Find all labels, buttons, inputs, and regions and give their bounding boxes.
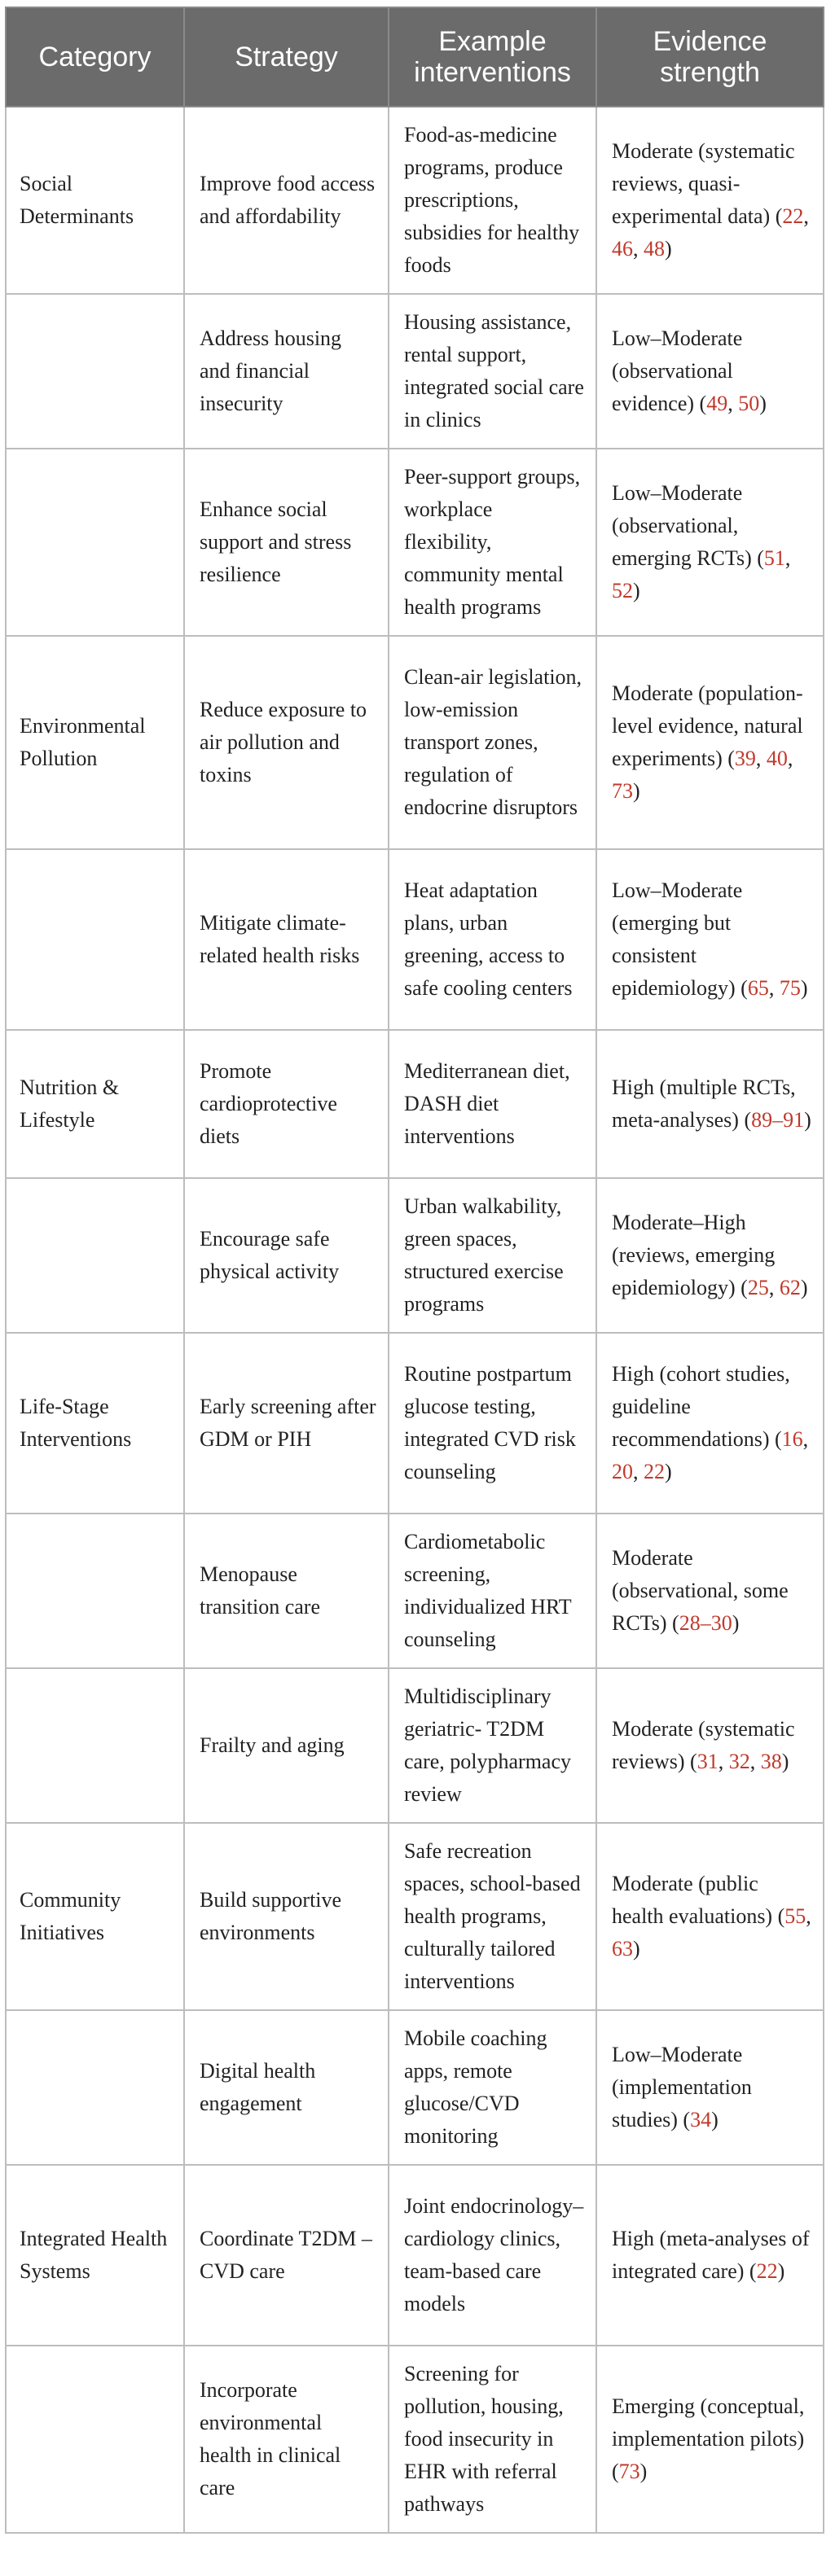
cell-category [6,294,184,449]
citation-link[interactable]: 52 [612,579,633,602]
citation-link[interactable]: 55 [784,1904,806,1928]
cell-category [6,2010,184,2165]
citation-link[interactable]: 73 [618,2460,640,2483]
citation-link[interactable]: 25 [747,1276,769,1299]
cell-interventions: Heat adaptation plans, urban greening, access to safe cooling centers [389,849,596,1030]
cell-category: Life-Stage Interventions [6,1333,184,1514]
table-row [6,1514,824,1668]
cell-evidence: Moderate (systematic reviews, quasi-experimental data) (22, 46, 48) [596,107,824,294]
cell-interventions: Joint endocrinology–cardiology clinics, team-based care models [389,2165,596,2346]
evidence-text: Low–Moderate (observational evidence) [612,326,743,415]
citation-link[interactable]: 63 [612,1937,633,1960]
evidence-text: Moderate (observational, some RCTs) [612,1546,789,1635]
citation-link[interactable]: 34 [690,2108,712,2131]
header-strategy: Strategy [184,7,389,107]
cell-strategy: Build supportive environments [184,1823,389,2010]
cell-strategy: Frailty and aging [184,1668,389,1823]
cell-strategy: Promote cardioprotective diets [184,1030,389,1178]
cell-category: Social Determinants [6,107,184,294]
table-row [6,1333,824,1514]
evidence-text: High (cohort studies, guideline recommendations) [612,1362,790,1451]
citation-link[interactable]: 50 [738,392,760,415]
cell-category: Environmental Pollution [6,636,184,849]
cell-evidence: High (multiple RCTs, meta-analyses) (89–91) [596,1030,824,1178]
cell-interventions: Routine postpartum glucose testing, integrated CVD risk counseling [389,1333,596,1514]
table-row [6,2165,824,2346]
cell-category [6,849,184,1030]
citation-link[interactable]: 31 [697,1750,719,1773]
citation-link[interactable]: 89–91 [751,1108,805,1132]
citation-link[interactable]: 49 [706,392,728,415]
cell-evidence: Emerging (conceptual, implementation pilots) (73) [596,2346,824,2533]
cell-category: Community Initiatives [6,1823,184,2010]
cell-evidence: High (meta-analyses of integrated care) (22) [596,2165,824,2346]
table-row [6,2346,824,2533]
cell-evidence: Moderate–High (reviews, emerging epidemiology) (25, 62) [596,1178,824,1333]
cell-evidence: Low–Moderate (implementation studies) (34) [596,2010,824,2165]
cell-strategy: Coordinate T2DM –CVD care [184,2165,389,2346]
table-row [6,1668,824,1823]
cell-interventions: Mobile coaching apps, remote glucose/CVD monitoring [389,2010,596,2165]
cell-category [6,1514,184,1668]
cell-evidence: Moderate (observational, some RCTs) (28–30) [596,1514,824,1668]
cell-category: Integrated Health Systems [6,2165,184,2346]
evidence-text: Moderate (public health evaluations) [612,1872,773,1928]
citation-link[interactable]: 38 [760,1750,782,1773]
citation-link[interactable]: 28–30 [679,1611,732,1635]
evidence-text: Moderate (systematic reviews) [612,1717,795,1773]
header-row [6,7,824,107]
table-row [6,107,824,294]
cell-interventions: Housing assistance, rental support, integrated social care in clinics [389,294,596,449]
evidence-text: Low–Moderate (observational, emerging RCTs) [612,481,752,570]
cell-interventions: Food-as-medicine programs, produce prescriptions, subsidies for healthy foods [389,107,596,294]
cell-interventions: Urban walkability, green spaces, structured exercise programs [389,1178,596,1333]
cell-evidence: Low–Moderate (observational, emerging RCTs) (51, 52) [596,449,824,636]
citation-link[interactable]: 39 [734,747,756,770]
citation-link[interactable]: 75 [779,976,801,1000]
cell-strategy: Early screening after GDM or PIH [184,1333,389,1514]
cell-strategy: Mitigate climate-related health risks [184,849,389,1030]
table-row [6,1823,824,2010]
cell-interventions: Safe recreation spaces, school-based health programs, culturally tailored interventions [389,1823,596,2010]
citation-link[interactable]: 46 [612,237,633,261]
citation-link[interactable]: 62 [779,1276,801,1299]
cell-interventions: Cardiometabolic screening, individualized HRT counseling [389,1514,596,1668]
cell-strategy: Improve food access and affordability [184,107,389,294]
table-row [6,449,824,636]
evidence-text: High (meta-analyses of integrated care) [612,2227,810,2283]
table-row [6,294,824,449]
cell-interventions: Screening for pollution, housing, food insecurity in EHR with referral pathways [389,2346,596,2533]
cell-interventions: Mediterranean diet, DASH diet interventions [389,1030,596,1178]
table-row [6,1030,824,1178]
table-row [6,636,824,849]
cell-strategy: Enhance social support and stress resilience [184,449,389,636]
citation-link[interactable]: 65 [747,976,769,1000]
citation-link[interactable]: 73 [612,779,633,803]
cell-evidence: Low–Moderate (observational evidence) (49, 50) [596,294,824,449]
citation-link[interactable]: 22 [644,1460,665,1483]
citation-link[interactable]: 22 [782,204,804,228]
evidence-text: Emerging (conceptual, implementation pilots) [612,2394,805,2451]
evidence-text: Low–Moderate (implementation studies) [612,2043,752,2131]
cell-evidence: Moderate (public health evaluations) (55, 63) [596,1823,824,2010]
cell-strategy: Digital health engagement [184,2010,389,2165]
header-category: Category [6,7,184,107]
cell-strategy: Reduce exposure to air pollution and toxins [184,636,389,849]
citation-link[interactable]: 22 [756,2259,778,2283]
evidence-text: Moderate (systematic reviews, quasi-experimental data) [612,139,795,228]
cell-category [6,1668,184,1823]
cell-evidence: High (cohort studies, guideline recommendations) (16, 20, 22) [596,1333,824,1514]
evidence-text: Low–Moderate (emerging but consistent epidemiology) [612,878,743,1000]
cell-category: Nutrition & Lifestyle [6,1030,184,1178]
citation-link[interactable]: 51 [763,546,785,570]
interventions-table [5,7,824,2534]
citation-link[interactable]: 48 [644,237,665,261]
table-row [6,1178,824,1333]
evidence-text: Moderate (population-level evidence, natural experiments) [612,681,803,770]
citation-link[interactable]: 40 [766,747,788,770]
cell-evidence: Low–Moderate (emerging but consistent epidemiology) (65, 75) [596,849,824,1030]
header-interventions: Example interventions [389,7,596,107]
evidence-text: Moderate–High (reviews, emerging epidemiology) [612,1211,776,1299]
cell-evidence: Moderate (systematic reviews) (31, 32, 38) [596,1668,824,1823]
table-row [6,849,824,1030]
cell-category [6,449,184,636]
header-evidence: Evidence strength [596,7,824,107]
cell-evidence: Moderate (population-level evidence, natural experiments) (39, 40, 73) [596,636,824,849]
citation-link[interactable]: 16 [781,1427,803,1451]
cell-interventions: Multidisciplinary geriatric- T2DM care, polypharmacy review [389,1668,596,1823]
evidence-text: High (multiple RCTs, meta-analyses) [612,1076,796,1132]
cell-strategy: Incorporate environmental health in clinical care [184,2346,389,2533]
citation-link[interactable]: 32 [728,1750,750,1773]
cell-interventions: Clean-air legislation, low-emission transport zones, regulation of endocrine disruptors [389,636,596,849]
cell-category [6,2346,184,2533]
cell-interventions: Peer-support groups, workplace flexibility, community mental health programs [389,449,596,636]
cell-strategy: Encourage safe physical activity [184,1178,389,1333]
cell-strategy: Address housing and financial insecurity [184,294,389,449]
cell-strategy: Menopause transition care [184,1514,389,1668]
table-row [6,2010,824,2165]
cell-category [6,1178,184,1333]
citation-link[interactable]: 20 [612,1460,633,1483]
